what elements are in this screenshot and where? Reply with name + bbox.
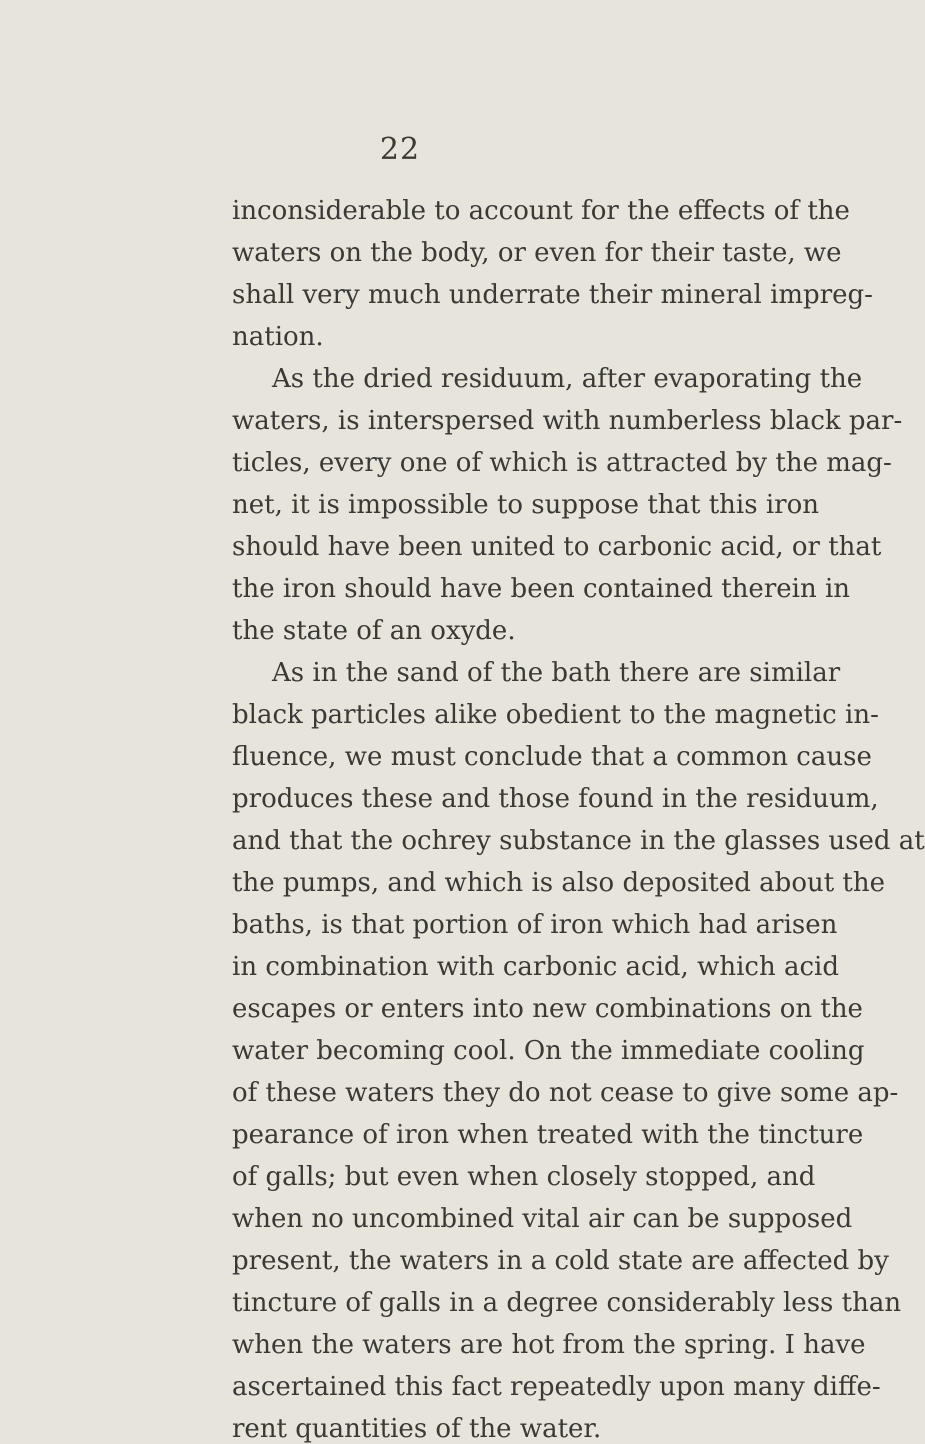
text-line: nation. (232, 322, 324, 352)
text-line: ticles, every one of which is attracted by the mag- (232, 448, 892, 478)
text-line: waters, is interspersed with numberless black par- (232, 406, 903, 436)
text-line: pearance of iron when treated with the tincture (232, 1120, 864, 1150)
text-line: inconsiderable to account for the effects of the (232, 196, 850, 226)
text-line: the pumps, and which is also deposited about the (232, 868, 886, 898)
text-line: escapes or enters into new combinations on the (232, 994, 863, 1024)
text-line: ascertained this fact repeatedly upon many diffe- (232, 1372, 881, 1402)
text-line: fluence, we must conclude that a common cause (232, 742, 872, 772)
paragraph-start-line: As the dried residuum, after evaporating the (272, 364, 863, 394)
text-line: of these waters they do not cease to give some ap- (232, 1078, 899, 1108)
text-line: of galls; but even when closely stopped, and (232, 1162, 816, 1192)
text-line: shall very much underrate their mineral impreg- (232, 280, 873, 310)
text-line: when no uncombined vital air can be supposed (232, 1204, 853, 1234)
text-line: should have been united to carbonic acid, or that (232, 532, 882, 562)
text-line: baths, is that portion of iron which had arisen (232, 910, 838, 940)
text-line: the state of an oxyde. (232, 616, 516, 646)
paragraph-start-line: As in the sand of the bath there are similar (272, 658, 841, 688)
text-line: in combination with carbonic acid, which acid (232, 952, 839, 982)
text-line: the iron should have been contained therein in (232, 574, 851, 604)
text-line: black particles alike obedient to the magnetic in- (232, 700, 879, 730)
page-number: 22 (379, 132, 421, 167)
text-line: tincture of galls in a degree considerably less than (232, 1288, 902, 1318)
text-line: net, it is impossible to suppose that this iron (232, 490, 819, 520)
text-line: and that the ochrey substance in the glasses used at (232, 826, 925, 856)
text-line: rent quantities of the water. (232, 1414, 602, 1444)
text-line: when the waters are hot from the spring. I have (232, 1330, 866, 1360)
text-line: produces these and those found in the residuum, (232, 784, 879, 814)
text-line: waters on the body, or even for their taste, we (232, 238, 842, 268)
text-line: water becoming cool. On the immediate cooling (232, 1036, 865, 1066)
text-line: present, the waters in a cold state are affected by (232, 1246, 889, 1276)
